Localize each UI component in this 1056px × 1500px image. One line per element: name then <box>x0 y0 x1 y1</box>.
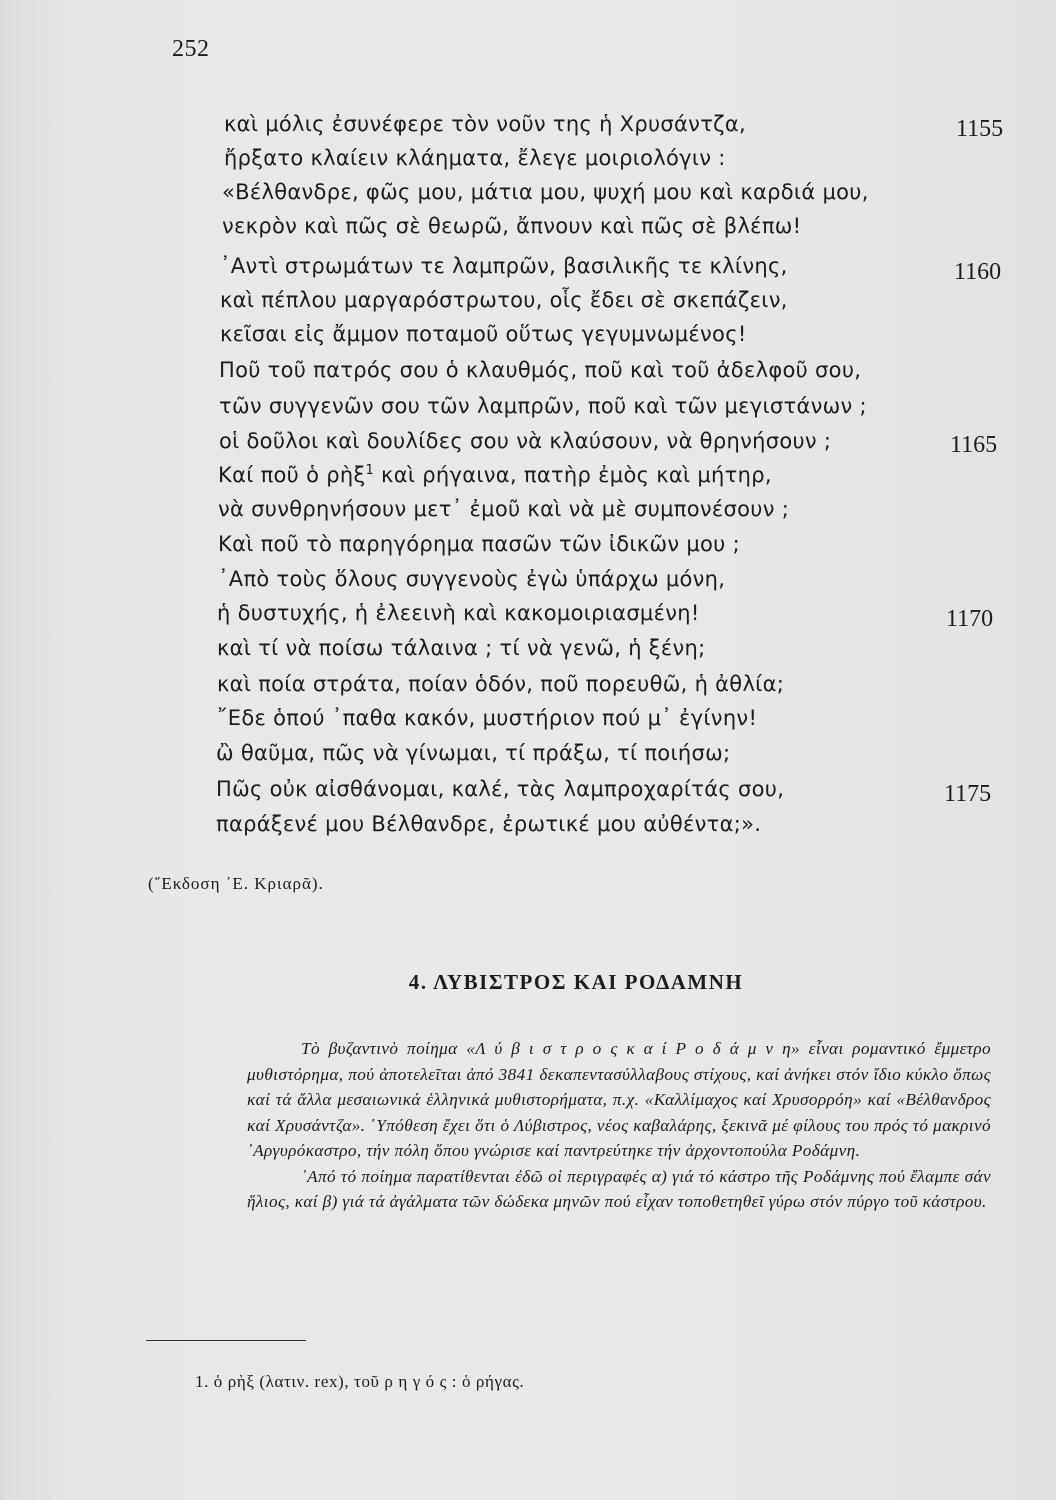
verse-line: νὰ συνθρηνήσουν μετ᾿ ἐμοῦ καὶ νὰ μὲ συμπονέσουν ; <box>218 497 790 521</box>
footnote-divider <box>146 1340 306 1341</box>
verse-line: Ποῦ τοῦ πατρός σου ὁ κλαυθμός, ποῦ καὶ τοῦ ἀδελφοῦ σου, <box>219 358 862 382</box>
page-number: 252 <box>172 36 210 62</box>
verse-line: ᾿Αντὶ στρωμάτων τε λαμπρῶν, βασιλικῆς τε κλίνης, <box>220 254 788 278</box>
verse-line: παράξενέ μου Βέλθανδρε, ἐρωτικέ μου αὐθέντα;». <box>216 812 762 836</box>
verse-line: ἡ δυστυχής, ἡ ἐλεεινὴ καὶ κακομοιριασμένη! <box>217 601 700 625</box>
verse-line: ῎Εδε ὁπού ᾿παθα κακόν, μυστήριον πού μ᾿ ἐγίνην! <box>217 706 758 730</box>
verse-line: ὢ θαῦμα, πῶς νὰ γίνωμαι, τί πράξω, τί ποιήσω; <box>216 741 731 765</box>
verse-line: οἱ δοῦλοι καὶ δουλίδες σου νὰ κλαύσουν, νὰ θρηνήσουν ; <box>219 429 832 453</box>
verse-line: κεῖσαι εἰς ἄμμον ποταμοῦ οὕτως γεγυμνωμένος! <box>220 322 747 346</box>
verse-text: καὶ ρήγαινα, πατὴρ ἐμὸς καὶ μήτηρ, <box>374 463 772 487</box>
footnote-marker: 1 <box>365 463 375 478</box>
verse-number: 1160 <box>954 259 1002 285</box>
verse-line: ἤρξατο κλαίειν κλάηματα, ἔλεγε μοιριολόγιν : <box>224 146 726 170</box>
verse-line: Καὶ ποῦ τὸ παρηγόρημα πασῶν τῶν ἰδικῶν μου ; <box>218 532 740 556</box>
verse-line: καὶ μόλις ἐσυνέφερε τὸν νοῦν της ἡ Χρυσάντζα, <box>224 112 747 136</box>
verse-line: Πῶς οὐκ αἰσθάνομαι, καλέ, τὰς λαμπροχαρίτάς σου, <box>216 777 785 801</box>
verse-number: 1170 <box>946 606 994 632</box>
introduction-text <box>247 1036 991 1215</box>
verse-number: 1175 <box>944 781 992 807</box>
verse-text: Καί ποῦ ὁ ρὴξ <box>218 463 366 487</box>
verse-line: νεκρὸν καὶ πῶς σὲ θεωρῶ, ἄπνουν καὶ πῶς σὲ βλέπω! <box>222 214 802 238</box>
verse-line: καὶ τί νὰ ποίσω τάλαινα ; τί νὰ γενῶ, ἡ ξένη; <box>217 636 706 660</box>
verse-line: ᾿Απὸ τοὺς ὅλους συγγενοὺς ἐγὼ ὑπάρχω μόνη, <box>218 567 726 591</box>
section-heading: 4. ΛΥΒΙΣΤΡΟΣ ΚΑΙ ΡΟΔΑΜΝΗ <box>408 970 744 994</box>
verse-line: «Βέλθανδρε, φῶς μου, μάτια μου, ψυχή μου καὶ καρδιά μου, <box>222 180 869 204</box>
paragraph: ᾿Από τό ποίημα παρατίθενται ἐδῶ οἱ περιγραφές α) γιά τό κάστρο τῆς Ροδάμνης πού ἔλαμπε σάν ἥλιος, καί β) γιά τά ἀγάλματα τῶν δώδεκα μηνῶν πού εἶχαν τοποθετηθεῖ γύρω στόν πύργο τοῦ κάστρου. <box>247 1166 991 1211</box>
verse-number: 1165 <box>950 432 998 458</box>
edition-note: (῎Εκδοση ᾿Ε. Κριαρᾶ). <box>148 874 324 893</box>
footnote: 1. ὁ ρὴξ (λατιν. rex), τοῦ ρ η γ ό ς : ὁ ρήγας. <box>195 1372 525 1391</box>
verse-line: τῶν συγγενῶν σου τῶν λαμπρῶν, ποῦ καὶ τῶν μεγιστάνων ; <box>219 394 867 418</box>
verse-line: καὶ πέπλου μαργαρόστρωτου, οἷς ἔδει σὲ σκεπάζειν, <box>220 288 788 312</box>
verse-line-with-footnote <box>218 463 772 487</box>
verse-number: 1155 <box>956 116 1004 142</box>
paragraph: Τὸ βυζαντινὸ ποίημα «Λ ύ β ι σ τ ρ ο ς κ α ί Ρ ο δ ά μ ν η» εἶναι ρομαντικό ἔμμετρο μυθιστόρημα, πού ἀποτελεῖται ἀπό 3841 δεκαπεντασύλλαβους στίχους, καί ἀνήκει στόν ἴδιο κύκλο ὅπως καί τά ἄλλα μεσαιωνικά ἑλληνικά μυθιστορήματα, π.χ. «Καλλίμαχος καί Χρυσορρόη» καί «Βέλθανδρος καί Χρυσάντζα». ῾Υπόθεση ἔχει ὅτι ὁ Λύβιστρος, νέος καβαλάρης, ξεκινᾶ μέ φίλους του πρός τό μακρινό ᾿Αργυρόκαστρο, τήν πόλη ὅπου γνώρισε καί παντρεύτηκε τήν ἀρχοντοπούλα Ροδάμνη. <box>247 1039 991 1160</box>
verse-line: καὶ ποία στράτα, ποίαν ὁδόν, ποῦ πορευθῶ, ἡ ἀθλία; <box>217 672 785 696</box>
